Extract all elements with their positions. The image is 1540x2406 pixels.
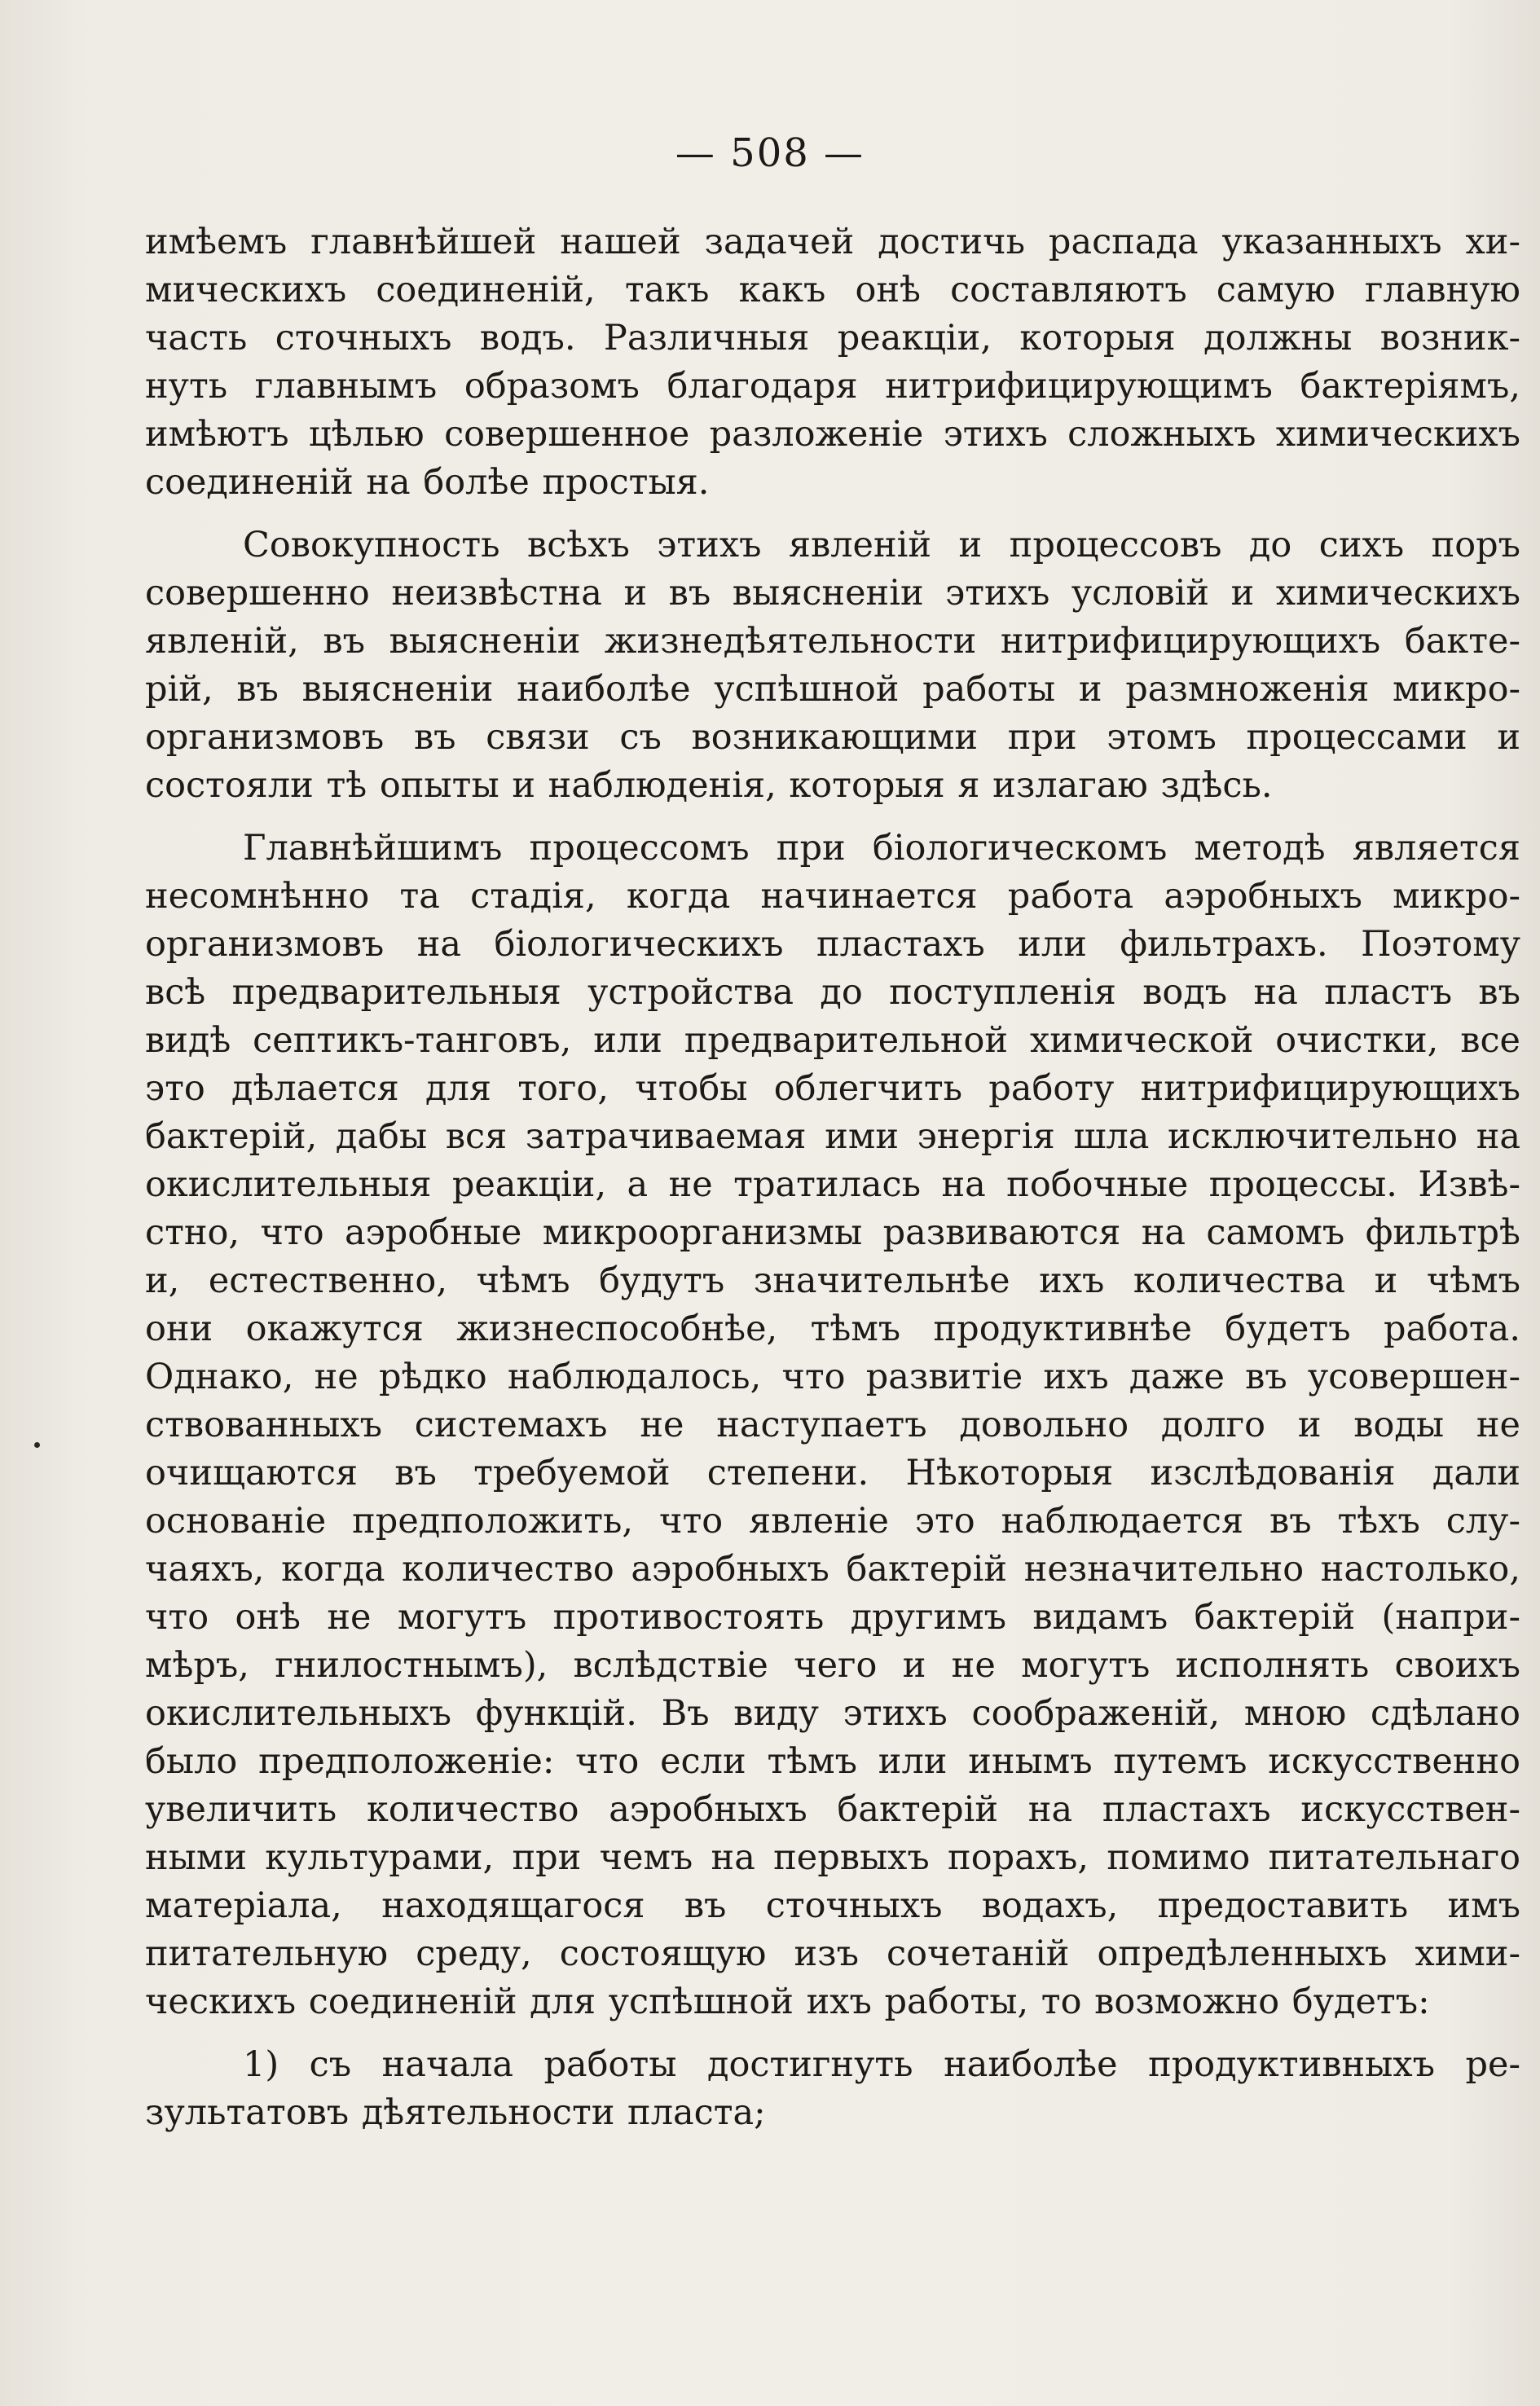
paragraph-gap bbox=[145, 507, 1520, 521]
text-line: организмовъ въ связи съ возникающими при этомъ процессами и bbox=[145, 717, 1520, 758]
text-line: соединенiй на болѣе простыя. bbox=[145, 462, 710, 503]
body-text bbox=[145, 218, 1520, 2137]
text-line: часть сточныхъ водъ. Различныя реакцiи, которыя должны возник- bbox=[145, 318, 1520, 358]
text-line: совершенно неизвѣстна и въ выясненiи этихъ условiй и химическихъ bbox=[145, 573, 1520, 614]
text-line: ными культурами, при чемъ на первыхъ порахъ, помимо питательнаго bbox=[145, 1837, 1520, 1878]
text-line: очищаются въ требуемой степени. Нѣкоторыя изслѣдованiя дали bbox=[145, 1453, 1520, 1493]
text-line: бактерiй, дабы вся затрачиваемая ими энергiя шла исключительно на bbox=[145, 1116, 1520, 1157]
text-line: рiй, въ выясненiи наиболѣе успѣшной работы и размноженiя микро- bbox=[145, 669, 1520, 710]
paragraph bbox=[145, 218, 1520, 507]
text-line: что онѣ не могутъ противостоять другимъ видамъ бактерiй (напри- bbox=[145, 1597, 1520, 1638]
text-line: мическихъ соединенiй, такъ какъ онѣ составляютъ самую главную bbox=[145, 270, 1520, 310]
paragraph bbox=[145, 521, 1520, 810]
text-line: зультатовъ дѣятельности пласта; bbox=[145, 2092, 766, 2133]
paragraph bbox=[145, 2041, 1520, 2137]
text-line: и, естественно, чѣмъ будутъ значительнѣе ихъ количества и чѣмъ bbox=[145, 1260, 1520, 1301]
text-line: это дѣлается для того, чтобы облегчить работу нитрифицирующихъ bbox=[145, 1068, 1520, 1109]
text-line: матерiала, находящагося въ сточныхъ водахъ, предоставить имъ bbox=[145, 1885, 1520, 1926]
text-line: питательную среду, состоящую изъ сочетанiй опредѣленныхъ хими- bbox=[145, 1933, 1520, 1974]
text-line: видѣ септикъ-танговъ, или предварительной химической очистки, все bbox=[145, 1020, 1520, 1061]
text-line: состояли тѣ опыты и наблюденiя, которыя я излагаю здѣсь. bbox=[145, 765, 1273, 806]
text-line: несомнѣнно та стадiя, когда начинается работа аэробныхъ микро- bbox=[145, 876, 1520, 917]
text-line: 1) съ начала работы достигнуть наиболѣе продуктивныхъ ре- bbox=[243, 2044, 1520, 2085]
text-line: окислительныя реакцiи, а не тратилась на побочные процессы. Извѣ- bbox=[145, 1164, 1520, 1205]
paragraph bbox=[145, 825, 1520, 2026]
text-line: чаяхъ, когда количество аэробныхъ бактерiй незначительно настолько, bbox=[145, 1549, 1520, 1590]
text-line: окислительныхъ функцiй. Въ виду этихъ соображенiй, мною сдѣлано bbox=[145, 1693, 1520, 1734]
ink-speck bbox=[34, 1442, 40, 1448]
text-line: организмовъ на бiологическихъ пластахъ или фильтрахъ. Поэтому bbox=[145, 924, 1520, 965]
text-line: имѣютъ цѣлью совершенное разложенiе этихъ сложныхъ химическихъ bbox=[145, 414, 1520, 455]
text-line: мѣръ, гнилостнымъ), вслѣдствiе чего и не могутъ исполнять своихъ bbox=[145, 1645, 1520, 1686]
text-line: увеличить количество аэробныхъ бактерiй на пластахъ искусствен- bbox=[145, 1789, 1520, 1830]
page-number: — 508 — bbox=[675, 130, 865, 176]
text-line: они окажутся жизнеспособнѣе, тѣмъ продуктивнѣе будетъ работа. bbox=[145, 1309, 1520, 1349]
text-line: стно, что аэробные микроорганизмы развиваются на самомъ фильтрѣ bbox=[145, 1212, 1520, 1253]
text-line: нуть главнымъ образомъ благодаря нитрифицирующимъ бактерiямъ, bbox=[145, 366, 1520, 407]
text-line: Совокупность всѣхъ этихъ явленiй и процессовъ до сихъ поръ bbox=[243, 525, 1520, 565]
text-line: всѣ предварительныя устройства до поступленiя водъ на пластъ въ bbox=[145, 972, 1520, 1013]
text-line: имѣемъ главнѣйшей нашей задачей достичь распада указанныхъ хи- bbox=[145, 222, 1520, 262]
paragraph-gap bbox=[145, 810, 1520, 825]
text-line: Однако, не рѣдко наблюдалось, что развитiе ихъ даже въ усовершен- bbox=[145, 1357, 1520, 1397]
text-line: основанiе предположить, что явленiе это наблюдается въ тѣхъ слу- bbox=[145, 1501, 1520, 1542]
paragraph-gap bbox=[145, 2026, 1520, 2041]
text-line: ческихъ соединенiй для успѣшной ихъ работы, то возможно будетъ: bbox=[145, 1982, 1430, 2022]
text-line: было предположенiе: что если тѣмъ или инымъ путемъ искусственно bbox=[145, 1741, 1520, 1782]
text-line: Главнѣйшимъ процессомъ при бiологическомъ методѣ является bbox=[243, 828, 1520, 869]
text-line: ствованныхъ системахъ не наступаетъ довольно долго и воды не bbox=[145, 1405, 1520, 1445]
text-line: явленiй, въ выясненiи жизнедѣятельности нитрифицирующихъ бакте- bbox=[145, 621, 1520, 662]
